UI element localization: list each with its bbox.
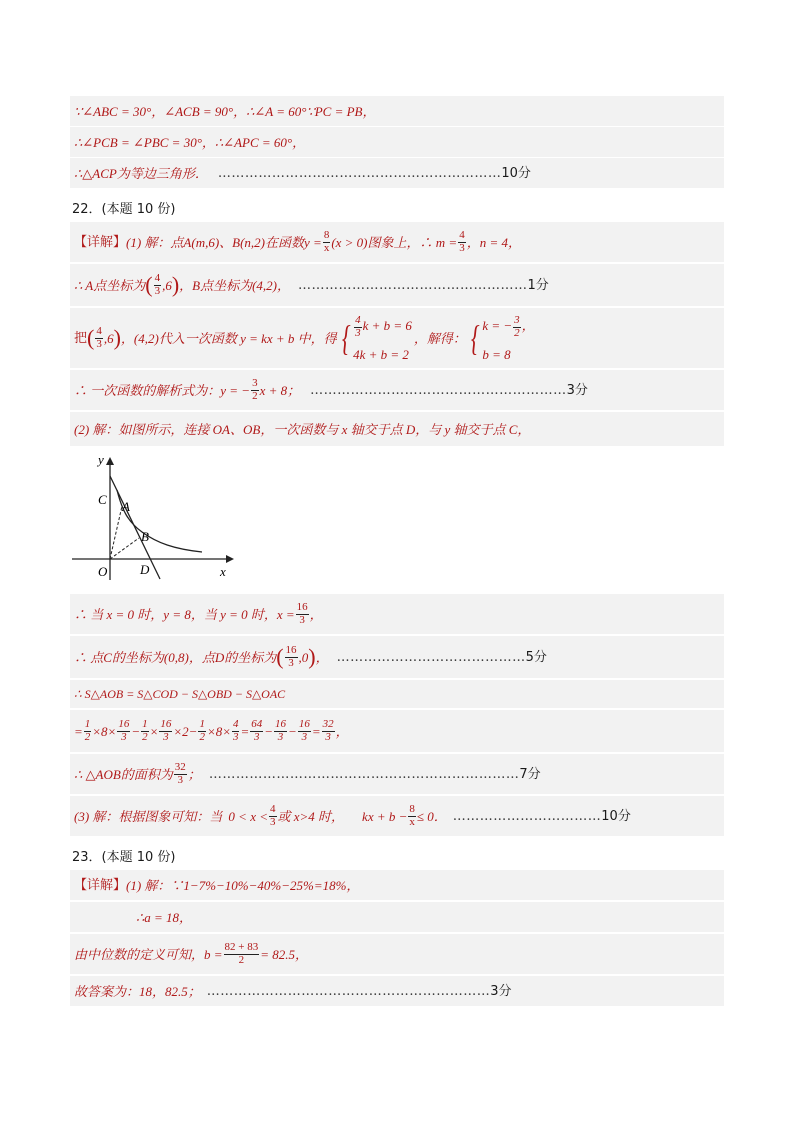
dot-leader: …………………………… (452, 808, 602, 824)
line-text: 把 (74, 330, 88, 346)
fraction-16-over-3: $\frac{16}{3}$ (160, 717, 172, 743)
function-graph (62, 448, 242, 588)
line-text: ，解得： (413, 330, 466, 346)
solution-line-3 (70, 158, 724, 188)
fraction-32-over-3: $\frac{32}{3}$ (322, 717, 334, 743)
label-O: O (98, 564, 108, 579)
q22-line-5 (70, 412, 724, 446)
dot-leader: ……………………………………………………… (206, 983, 491, 999)
label-A: A (122, 499, 130, 514)
q22-line-11: (3) 解：根据图象可知：当 0 < x < $\frac{4}{3}$ 或 x>4 时， kx + b − $\frac{8}{x}$ ≤ 0． …………………………… 10分 (70, 796, 724, 836)
fraction-4-over-3: $\frac{4}{3}$ (355, 314, 361, 339)
line-text: (x > 0)图象上，∴ m = (331, 234, 458, 250)
score-label: 3分 (566, 382, 588, 398)
fraction-16-over-3: $\frac{16}{3}$ (118, 717, 130, 743)
line-text: ∴△ACP为等边三角形． (74, 165, 208, 181)
label-x: x (220, 564, 226, 579)
dot-leader: ……………………………………………………… (217, 165, 502, 181)
line-text: ∴∠PCB = ∠PBC = 30°，∴∠APC = 60°， (74, 134, 306, 150)
line-text: ，(4,2)代入一次函数 y = kx + b 中，得 (120, 330, 337, 346)
line-text: = 82.5， (260, 946, 309, 962)
solution-line-1 (70, 96, 724, 126)
fraction-8-over-x: $\frac{8}{x}$ (409, 802, 415, 828)
dot-leader: …………………………………………………………… (208, 766, 520, 782)
q22-line-3: 把 ( $\frac{4}{3}$ ,6 ) ，(4,2)代入一次函数 y = kx + b 中，得 { $\frac{4}{3}$ k + b = 6 4k + b = 2 ，解得： { k = − $\frac{3}{2}$ ， b = 8 (70, 308, 724, 368)
fraction-64-over-3: $\frac{64}{3}$ (251, 717, 263, 743)
q22-line-8 (70, 680, 724, 708)
equation-system-2: { k = − $\frac{3}{2}$ ， b = 8 (470, 314, 535, 362)
line-text: (3) 解：根据图象可知：当 (74, 808, 223, 824)
line-text: (2) 解：如图所示，连接 OA、OB，一次函数与 x 轴交于点 D，与 y 轴交于点 C， (74, 421, 531, 437)
dot-leader: …………………………………………… (298, 277, 528, 293)
q22-line-9: = $\frac{1}{2}$ ×8× $\frac{16}{3}$ − $\frac{1}{2}$ × $\frac{16}{3}$ ×2− $\frac{1}{2}$ ×8× $\frac{4}{3}$ = $\frac{64}{3}$ − $\frac{16}{3}$ − $\frac{16}{3}$ = $\frac{32}{3}$ ， (70, 710, 724, 752)
fraction-4-over-3: $\frac{4}{3}$ (96, 324, 102, 350)
line-text: ，n = 4， (466, 234, 521, 250)
fraction-16-over-3: $\frac{16}{3}$ (298, 717, 310, 743)
score-label: 10分 (601, 808, 631, 824)
line-text: (1) 解：点A(m,6)、B(n,2)在函数y = (126, 234, 322, 250)
line-text: 或 x>4 时， (277, 808, 345, 824)
q22-line-2: ∴ A点坐标为 ( $\frac{4}{3}$ ,6 ) ，B点坐标为(4,2)， …………………………………………… 1分 (70, 264, 724, 306)
line-text: ∵∠ABC = 30°，∠ACB = 90°，∴∠A = 60°∵PC = PB， (74, 103, 376, 119)
score-label: 7分 (519, 766, 541, 782)
score-label: 5分 (525, 649, 547, 665)
score-label: 3分 (490, 983, 512, 999)
y-axis-arrow (106, 457, 114, 465)
fraction-16-over-3: $\frac{16}{3}$ (275, 717, 287, 743)
score-label: 10分 (501, 165, 531, 181)
question-23-heading: 23．(本题 10 份) (72, 850, 176, 865)
q22-line-7: ∴ 点C的坐标为(0,8)，点D的坐标为 ( $\frac{16}{3}$ ,0 ) ， …………………………………… 5分 (70, 636, 724, 678)
fraction-3-over-2: $\frac{3}{2}$ (252, 376, 258, 402)
q23-line-2 (70, 902, 724, 932)
line-text: ∴ 点C的坐标为(0,8)，点D的坐标为 (74, 649, 277, 665)
q22-line-4 (70, 370, 724, 410)
line-text: (1) 解：∵1−7%−10%−40%−25%=18%， (126, 877, 360, 893)
score-label: 1分 (527, 277, 549, 293)
x-axis-arrow (226, 555, 234, 563)
fraction-4-over-3: $\frac{4}{3}$ (270, 802, 276, 828)
fraction-4-over-3: $\frac{4}{3}$ (459, 228, 465, 254)
dot-leader: ………………………………………………… (310, 382, 567, 398)
fraction-4-over-3: $\frac{4}{3}$ (154, 271, 161, 297)
equation-system-1: { $\frac{4}{3}$ k + b = 6 4k + b = 2 (341, 314, 412, 362)
line-text: x + 8； (259, 382, 301, 398)
fraction-4-over-3: $\frac{4}{3}$ (232, 717, 239, 743)
line-text: ∴ 当 x = 0 时，y = 8，当 y = 0 时，x = (74, 606, 295, 622)
q23-line-4 (70, 976, 724, 1006)
line-text: ∴ S△AOB = S△COD − S△OBD − S△OAC (74, 687, 286, 701)
label-B: B (141, 529, 149, 544)
label-y: y (98, 452, 104, 467)
line-text: ∴ △AOB的面积为 (74, 766, 173, 782)
label-D: D (140, 562, 150, 577)
detail-tag: 【详解】 (74, 877, 127, 893)
fraction-1-over-2: $\frac{1}{2}$ (84, 717, 91, 743)
line-text: ∴a = 18， (136, 909, 193, 925)
line-text: 由中位数的定义可知，b = (74, 946, 223, 962)
q23-line-1 (70, 870, 724, 900)
line-text: ，B点坐标为(4,2)， (179, 277, 290, 293)
detail-tag: 【详解】 (74, 234, 127, 250)
q22-line-6: ∴ 当 x = 0 时，y = 8，当 y = 0 时，x = $\frac{16}{3}$ ， (70, 594, 724, 634)
fraction-8-over-x: $\frac{8}{x}$ (323, 228, 330, 254)
fraction-median: $\frac{82 + 83}{2}$ (224, 940, 259, 966)
q22-line-1 (70, 222, 724, 262)
fraction-1-over-2: $\frac{1}{2}$ (142, 717, 148, 743)
line-text: 故答案为：18，82.5； (74, 983, 201, 999)
q22-line-10: ∴ △AOB的面积为 $\frac{32}{3}$ ； …………………………………………………………… 7分 (70, 754, 724, 794)
line-text: ∴ 一次函数的解析式为：y = − (74, 382, 251, 398)
fraction-1-over-2: $\frac{1}{2}$ (199, 717, 205, 743)
question-22-heading: 22．(本题 10 份) (72, 202, 176, 217)
dot-leader: …………………………………… (336, 649, 526, 665)
segment-OB (110, 538, 139, 559)
line-text: ∴ A点坐标为 (74, 277, 146, 293)
fraction-16-over-3: $\frac{16}{3}$ (296, 600, 308, 626)
solution-line-2 (70, 127, 724, 157)
fraction-32-over-3: $\frac{32}{3}$ (174, 760, 186, 786)
fraction-16-over-3: $\frac{16}{3}$ (285, 643, 297, 669)
fraction-3-over-2: $\frac{3}{2}$ (514, 314, 520, 339)
q23-line-3 (70, 934, 724, 974)
label-C: C (98, 492, 107, 507)
